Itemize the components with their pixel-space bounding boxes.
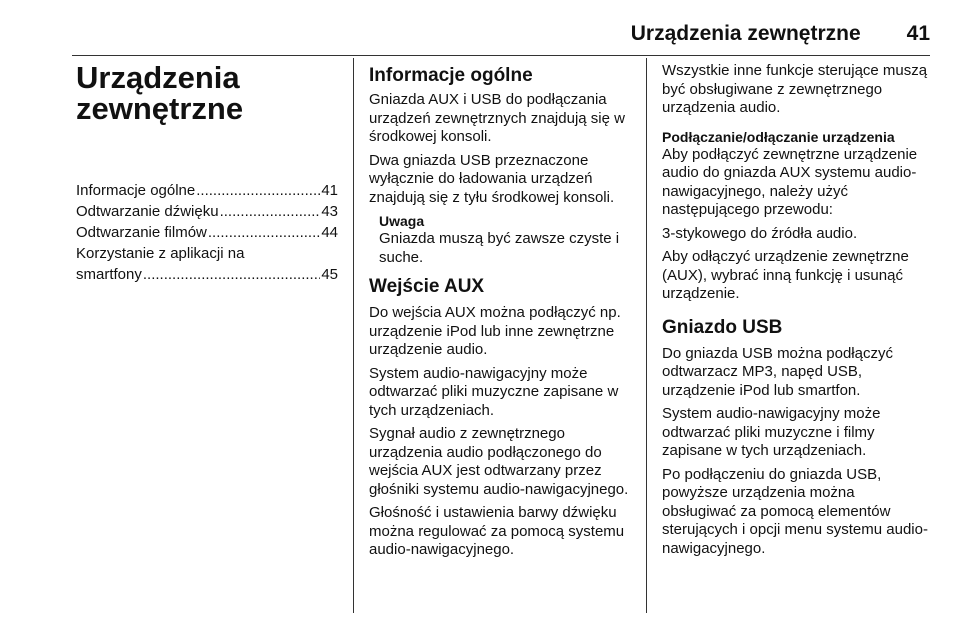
paragraph: Aby odłączyć urządzenie zewnętrzne (AUX), wybrać inną funkcję i usunąć urządzenie. [662,248,909,302]
toc-page: 44 [321,224,338,241]
column-2 [369,62,633,560]
paragraph: Dwa gniazda USB przeznaczone wyłącznie do ładowania urządzeń znajdują się z tyłu środkowej konsoli. [369,151,615,206]
toc-page: 45 [321,266,338,283]
toc-label: Informacje ogólne [76,182,196,199]
column-divider-left [353,58,354,613]
subheading-connect: Podłączanie/odłączanie urządzenia [662,128,895,145]
toc-item[interactable] [76,180,338,201]
section-heading-usb: Gniazdo USB [662,316,783,338]
page-header [0,22,930,58]
column-3 [662,62,932,558]
section-heading-general: Informacje ogólne [369,65,533,86]
paragraph: System audio-nawigacyjny może odtwarzać pliki muzyczne zapisane w tych urządzeniach. [369,364,619,419]
toc-label: Odtwarzanie dźwięku [76,203,219,220]
toc-label: Odtwarzanie filmów [76,224,207,241]
toc-item[interactable] [76,222,338,243]
paragraph: Do gniazda USB można podłączyć odtwarzacz MP3, napęd USB, urządzenie iPod lub smartfon. [662,344,893,399]
chapter-title: Urządzenia zewnętrzne [76,60,244,126]
toc-item[interactable] [76,201,338,222]
note-title: Uwaga [379,213,425,229]
toc-label: Korzystanie z aplikacji na [76,245,245,262]
paragraph: Sygnał audio z zewnętrznego urządzenia audio podłączonego do wejścia AUX jest odtwarzany przez głośniki systemu audio-nawigacyjnego. [369,425,629,498]
header-title: Urządzenia zewnętrzne [630,22,861,45]
toc-leader [143,264,320,285]
toc-page: 43 [321,203,338,220]
note-text: Gniazda muszą być zawsze czyste i suche. [379,230,620,266]
paragraph: Wszystkie inne funkcje sterujące muszą być obsługiwane z zewnętrznego urządzenia audio. [662,62,928,116]
toc-page: 41 [321,182,338,199]
page-number: 41 [906,22,930,45]
toc-leader [196,180,320,201]
paragraph: System audio-nawigacyjny może odtwarzać pliki muzyczne i filmy zapisane w tych urządzeniach. [662,405,881,459]
note-box [369,212,633,267]
paragraph: Po podłączeniu do gniazda USB, powyższe urządzenia można obsługiwać za pomocą elementów sterujących i opcji menu systemu audio-nawigacyjnego. [662,465,928,557]
toc-leader [208,222,320,243]
toc-leader [220,201,321,222]
column-1 [76,62,338,285]
paragraph: Głośność i ustawienia barwy dźwięku można regulować za pomocą systemu audio-nawigacyjnego. [369,504,625,558]
toc-label: smartfony [76,266,142,283]
header-divider [72,55,930,56]
table-of-contents [76,180,338,285]
toc-item[interactable] [76,243,338,285]
section-heading-aux: Wejście AUX [369,276,485,297]
paragraph: Gniazda AUX i USB do podłączania urządzeń zewnętrznych znajdują się w środkowej konsoli. [369,91,625,145]
column-divider-right [646,58,647,613]
paragraph: Aby podłączyć zewnętrzne urządzenie audio do gniazda AUX systemu audio-nawigacyjnego, należy użyć następującego przewodu: [662,145,918,218]
paragraph: 3-stykowego do źródła audio. [662,224,858,242]
paragraph: Do wejścia AUX można podłączyć np. urządzenie iPod lub inne zewnętrzne urządzenie audio. [369,304,621,358]
